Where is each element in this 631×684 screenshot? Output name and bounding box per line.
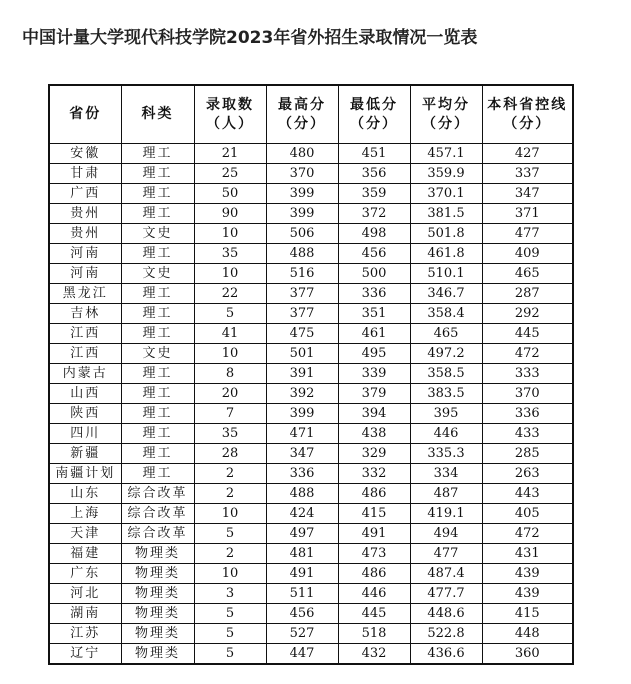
table-row [49,144,573,164]
cell-highest-score: 488 [266,484,338,504]
cell-control-line: 333 [482,364,573,384]
cell-average-score: 487 [410,484,482,504]
cell-control-line: 360 [482,644,573,665]
cell-admitted-count: 2 [194,484,266,504]
cell-average-score: 522.8 [410,624,482,644]
cell-admitted-count: 5 [194,644,266,665]
cell-admitted-count: 90 [194,204,266,224]
cell-category: 理工 [121,144,194,164]
cell-province: 吉林 [49,304,121,324]
cell-province: 贵州 [49,204,121,224]
cell-lowest-score: 456 [338,244,410,264]
cell-lowest-score: 359 [338,184,410,204]
cell-average-score: 359.9 [410,164,482,184]
cell-control-line: 472 [482,524,573,544]
cell-lowest-score: 495 [338,344,410,364]
cell-category: 物理类 [121,644,194,665]
table-row [49,284,573,304]
cell-lowest-score: 394 [338,404,410,424]
cell-control-line: 477 [482,224,573,244]
cell-highest-score: 511 [266,584,338,604]
cell-control-line: 347 [482,184,573,204]
cell-control-line: 472 [482,344,573,364]
cell-province: 江西 [49,344,121,364]
header-average-score: 平均分 （分） [410,85,482,144]
cell-admitted-count: 10 [194,224,266,244]
cell-province: 湖南 [49,604,121,624]
cell-province: 贵州 [49,224,121,244]
cell-category: 理工 [121,364,194,384]
cell-admitted-count: 25 [194,164,266,184]
cell-control-line: 370 [482,384,573,404]
cell-province: 广西 [49,184,121,204]
cell-highest-score: 506 [266,224,338,244]
cell-province: 河南 [49,244,121,264]
cell-highest-score: 501 [266,344,338,364]
cell-highest-score: 497 [266,524,338,544]
cell-control-line: 427 [482,144,573,164]
cell-category: 综合改革 [121,524,194,544]
cell-province: 黑龙江 [49,284,121,304]
cell-highest-score: 377 [266,304,338,324]
cell-control-line: 433 [482,424,573,444]
admissions-table [48,84,574,665]
table-header [49,85,573,144]
cell-category: 综合改革 [121,504,194,524]
cell-admitted-count: 5 [194,524,266,544]
table-row [49,544,573,564]
cell-admitted-count: 10 [194,344,266,364]
cell-category: 文史 [121,264,194,284]
header-row [49,85,573,144]
cell-province: 内蒙古 [49,364,121,384]
cell-control-line: 443 [482,484,573,504]
cell-lowest-score: 461 [338,324,410,344]
header-category: 科类 [121,85,194,144]
cell-control-line: 415 [482,604,573,624]
cell-control-line: 445 [482,324,573,344]
cell-highest-score: 399 [266,404,338,424]
cell-category: 理工 [121,204,194,224]
cell-province: 河南 [49,264,121,284]
table-row [49,204,573,224]
cell-highest-score: 456 [266,604,338,624]
header-lowest-score: 最低分 （分） [338,85,410,144]
cell-control-line: 405 [482,504,573,524]
table-row [49,224,573,244]
cell-average-score: 461.8 [410,244,482,264]
cell-province: 山东 [49,484,121,504]
cell-admitted-count: 22 [194,284,266,304]
cell-highest-score: 399 [266,204,338,224]
cell-category: 理工 [121,164,194,184]
cell-average-score: 346.7 [410,284,482,304]
cell-category: 理工 [121,244,194,264]
cell-province: 新疆 [49,444,121,464]
cell-highest-score: 347 [266,444,338,464]
cell-admitted-count: 7 [194,404,266,424]
cell-admitted-count: 20 [194,384,266,404]
cell-admitted-count: 2 [194,464,266,484]
cell-province: 甘肃 [49,164,121,184]
table-row [49,264,573,284]
cell-admitted-count: 41 [194,324,266,344]
cell-control-line: 337 [482,164,573,184]
cell-province: 福建 [49,544,121,564]
cell-control-line: 292 [482,304,573,324]
table-row [49,484,573,504]
cell-highest-score: 424 [266,504,338,524]
cell-average-score: 494 [410,524,482,544]
cell-average-score: 370.1 [410,184,482,204]
cell-lowest-score: 500 [338,264,410,284]
cell-average-score: 395 [410,404,482,424]
header-admitted-count: 录取数 （人） [194,85,266,144]
cell-average-score: 477 [410,544,482,564]
cell-category: 理工 [121,464,194,484]
table-row [49,584,573,604]
table-row [49,524,573,544]
cell-province: 江苏 [49,624,121,644]
cell-admitted-count: 10 [194,264,266,284]
cell-lowest-score: 356 [338,164,410,184]
table-row [49,304,573,324]
cell-average-score: 446 [410,424,482,444]
cell-control-line: 465 [482,264,573,284]
cell-average-score: 358.5 [410,364,482,384]
cell-highest-score: 516 [266,264,338,284]
cell-average-score: 510.1 [410,264,482,284]
cell-admitted-count: 8 [194,364,266,384]
cell-highest-score: 377 [266,284,338,304]
cell-average-score: 358.4 [410,304,482,324]
cell-highest-score: 370 [266,164,338,184]
table-row [49,624,573,644]
cell-lowest-score: 498 [338,224,410,244]
cell-category: 物理类 [121,584,194,604]
cell-lowest-score: 445 [338,604,410,624]
cell-lowest-score: 486 [338,484,410,504]
table-row [49,644,573,665]
cell-category: 理工 [121,284,194,304]
cell-average-score: 497.2 [410,344,482,364]
cell-average-score: 448.6 [410,604,482,624]
cell-admitted-count: 10 [194,504,266,524]
cell-average-score: 383.5 [410,384,482,404]
cell-highest-score: 491 [266,564,338,584]
cell-province: 河北 [49,584,121,604]
cell-category: 理工 [121,404,194,424]
cell-admitted-count: 2 [194,544,266,564]
cell-control-line: 439 [482,584,573,604]
cell-admitted-count: 5 [194,304,266,324]
cell-admitted-count: 35 [194,424,266,444]
table-row [49,364,573,384]
cell-admitted-count: 28 [194,444,266,464]
table-row [49,164,573,184]
cell-control-line: 439 [482,564,573,584]
cell-highest-score: 336 [266,464,338,484]
cell-lowest-score: 339 [338,364,410,384]
table-row [49,324,573,344]
cell-average-score: 465 [410,324,482,344]
table-row [49,344,573,364]
cell-highest-score: 481 [266,544,338,564]
table-row [49,444,573,464]
cell-province: 天津 [49,524,121,544]
table-row [49,604,573,624]
cell-lowest-score: 432 [338,644,410,665]
cell-province: 四川 [49,424,121,444]
cell-control-line: 287 [482,284,573,304]
cell-category: 理工 [121,424,194,444]
cell-admitted-count: 10 [194,564,266,584]
cell-category: 物理类 [121,604,194,624]
cell-admitted-count: 3 [194,584,266,604]
cell-control-line: 285 [482,444,573,464]
cell-control-line: 371 [482,204,573,224]
cell-highest-score: 471 [266,424,338,444]
cell-control-line: 336 [482,404,573,424]
cell-province: 江西 [49,324,121,344]
cell-highest-score: 392 [266,384,338,404]
cell-highest-score: 399 [266,184,338,204]
cell-highest-score: 447 [266,644,338,665]
cell-lowest-score: 379 [338,384,410,404]
cell-highest-score: 488 [266,244,338,264]
cell-lowest-score: 329 [338,444,410,464]
table-row [49,564,573,584]
cell-lowest-score: 336 [338,284,410,304]
cell-control-line: 409 [482,244,573,264]
cell-category: 文史 [121,224,194,244]
cell-admitted-count: 21 [194,144,266,164]
cell-category: 物理类 [121,544,194,564]
cell-average-score: 487.4 [410,564,482,584]
cell-province: 辽宁 [49,644,121,665]
cell-highest-score: 391 [266,364,338,384]
cell-province: 安徽 [49,144,121,164]
cell-lowest-score: 518 [338,624,410,644]
cell-lowest-score: 451 [338,144,410,164]
cell-highest-score: 527 [266,624,338,644]
cell-lowest-score: 446 [338,584,410,604]
cell-admitted-count: 50 [194,184,266,204]
cell-lowest-score: 486 [338,564,410,584]
table-body [49,144,573,665]
cell-lowest-score: 438 [338,424,410,444]
cell-category: 综合改革 [121,484,194,504]
cell-category: 理工 [121,304,194,324]
cell-admitted-count: 5 [194,604,266,624]
table-row [49,384,573,404]
cell-province: 上海 [49,504,121,524]
cell-average-score: 334 [410,464,482,484]
cell-lowest-score: 372 [338,204,410,224]
table-row [49,244,573,264]
cell-lowest-score: 491 [338,524,410,544]
cell-average-score: 457.1 [410,144,482,164]
header-highest-score: 最高分 （分） [266,85,338,144]
cell-lowest-score: 351 [338,304,410,324]
cell-admitted-count: 35 [194,244,266,264]
cell-category: 理工 [121,384,194,404]
cell-category: 理工 [121,444,194,464]
cell-average-score: 436.6 [410,644,482,665]
cell-average-score: 419.1 [410,504,482,524]
table-row [49,404,573,424]
header-control-line: 本科省控线 （分） [482,85,573,144]
table-row [49,504,573,524]
cell-category: 理工 [121,184,194,204]
header-province: 省份 [49,85,121,144]
cell-province: 山西 [49,384,121,404]
table-row [49,184,573,204]
table-row [49,464,573,484]
cell-lowest-score: 415 [338,504,410,524]
cell-admitted-count: 5 [194,624,266,644]
cell-province: 南疆计划 [49,464,121,484]
cell-average-score: 477.7 [410,584,482,604]
table-row [49,424,573,444]
cell-control-line: 263 [482,464,573,484]
cell-highest-score: 480 [266,144,338,164]
cell-average-score: 501.8 [410,224,482,244]
cell-category: 物理类 [121,564,194,584]
cell-category: 理工 [121,324,194,344]
cell-average-score: 381.5 [410,204,482,224]
cell-highest-score: 475 [266,324,338,344]
cell-control-line: 448 [482,624,573,644]
cell-lowest-score: 332 [338,464,410,484]
cell-lowest-score: 473 [338,544,410,564]
cell-province: 陕西 [49,404,121,424]
cell-average-score: 335.3 [410,444,482,464]
cell-province: 广东 [49,564,121,584]
page-title: 中国计量大学现代科技学院2023年省外招生录取情况一览表 [22,28,478,48]
cell-control-line: 431 [482,544,573,564]
cell-category: 文史 [121,344,194,364]
cell-category: 物理类 [121,624,194,644]
